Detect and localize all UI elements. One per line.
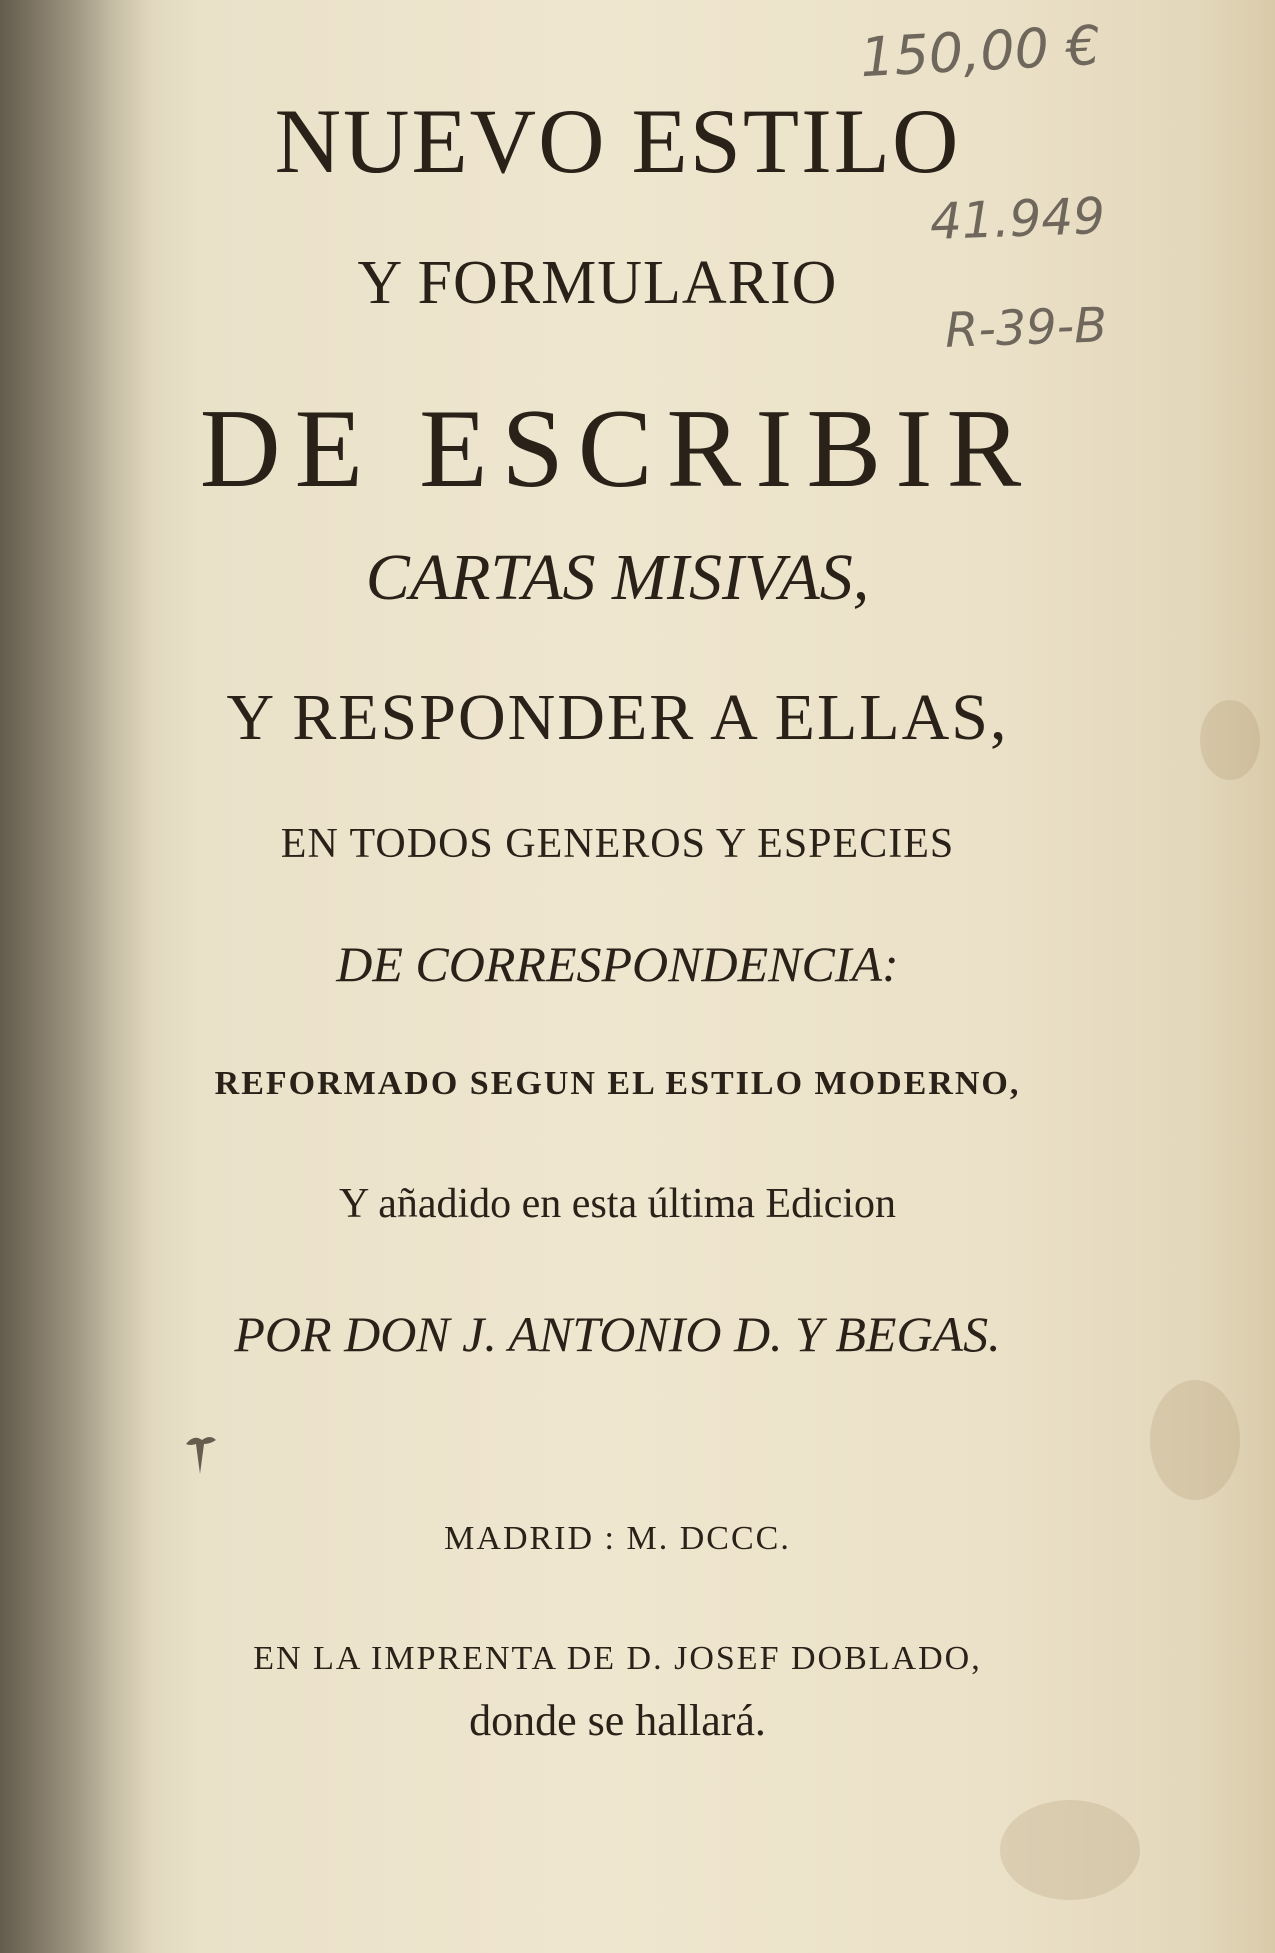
author-line: POR DON J. ANTONIO D. Y BEGAS. (234, 1306, 1001, 1362)
imprint-printer: EN LA IMPRENTA DE D. JOSEF DOBLADO, (253, 1640, 982, 1677)
title-line-4: CARTAS MISIVAS, (365, 541, 870, 614)
title-line-1: NUEVO ESTILO (274, 90, 961, 192)
imprint-where: donde se hallará. (469, 1696, 766, 1745)
handwritten-number: 41.949 (929, 186, 1106, 252)
title-line-2: Y FORMULARIO (357, 249, 838, 317)
subtitle-line-6: EN TODOS GENEROS Y ESPECIES (280, 821, 955, 867)
edition-line: Y añadido en esta última Edicion (338, 1181, 897, 1227)
subtitle-line-7: DE CORRESPONDENCIA: (336, 936, 899, 992)
subtitle-line-8: REFORMADO SEGUN EL ESTILO MODERNO, (214, 1065, 1021, 1102)
handwritten-price: 150,00 € (858, 13, 1102, 90)
title-line-5: Y RESPONDER A ELLAS, (226, 681, 1009, 754)
title-line-3: DE ESCRIBIR (199, 387, 1036, 511)
foxing-stain (1150, 1380, 1240, 1500)
imprint-place-date: MADRID : M. DCCC. (444, 1520, 791, 1557)
foxing-stain (1000, 1800, 1140, 1900)
handwritten-shelfmark: R-39-B (944, 297, 1108, 359)
printers-ornament-icon (180, 1430, 220, 1480)
